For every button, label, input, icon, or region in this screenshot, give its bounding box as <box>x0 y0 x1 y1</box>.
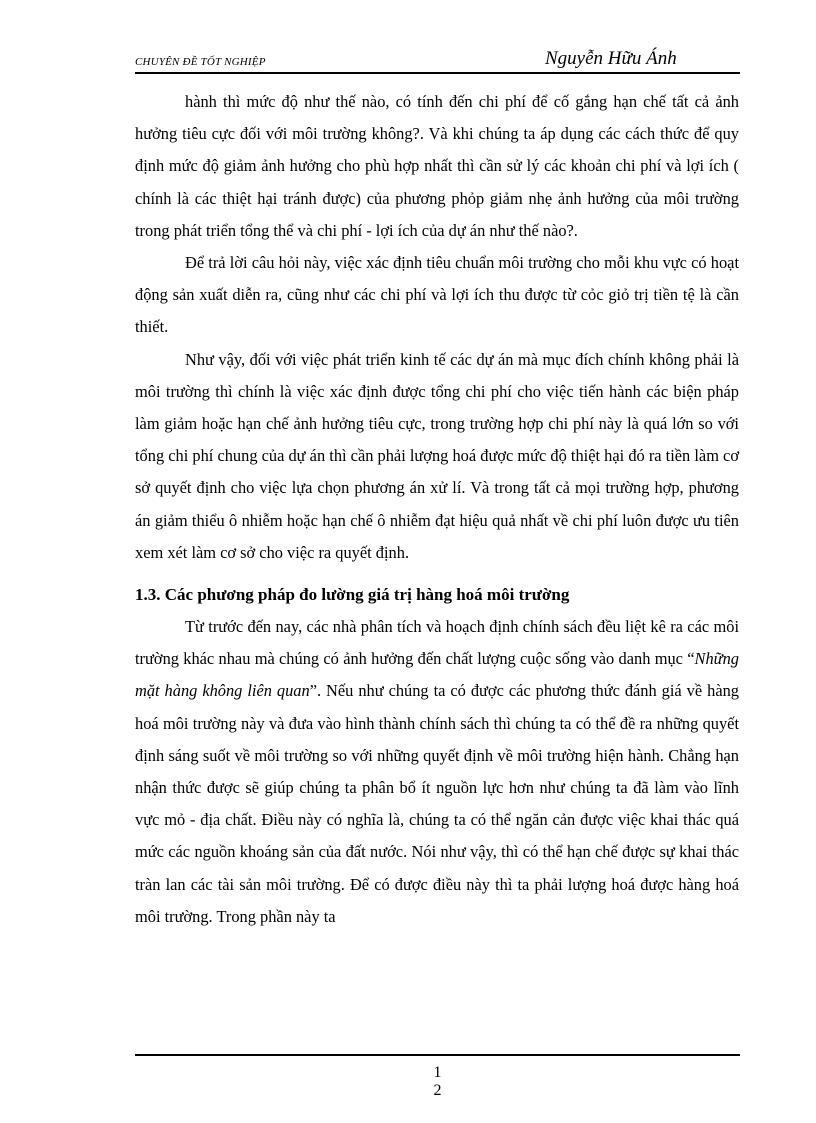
paragraph-1: hành thì mức độ như thế nào, có tính đến chi phí để cố gắng hạn chế tất cả ảnh hưởng tiêu cực đối với môi trường không?. Và khi chúng ta áp dụng các cách thức để quy định mức độ giảm ảnh hưởng cho phù hợp nhất thì cần sử lý các khoản chi phí và lợi ích ( chính là các thiệt hại tránh được) của phương phỏp giảm nhẹ ảnh hưởng của môi trường trong phát triển tổng thể và chi phí - lợi ích của dự án như thế nào?. <box>135 92 739 240</box>
header-author: Nguyễn Hữu Ánh <box>545 48 677 69</box>
page-header <box>135 46 740 74</box>
section-heading: 1.3. Các phương pháp đo lường giá trị hàng hoá môi trường <box>135 585 570 605</box>
paragraph-4-italic: Những mặt hàng không liên quan <box>135 649 739 701</box>
page-number-line-2: 2 <box>433 1082 442 1099</box>
paragraph-4 <box>135 611 739 933</box>
page-number-line-1: 1 <box>433 1064 442 1081</box>
header-title: CHUYÊN ĐỀ TỐT NGHIỆP <box>135 56 266 68</box>
page-footer <box>135 1054 740 1099</box>
paragraph-4-text-b: ”. Nếu như chúng ta có được các phương thức đánh giá về hàng hoá môi trường này và đưa vào hình thành chính sách thì chúng ta có thể đề ra những quyết định sáng suốt về môi trường so với những quyết định về môi trường hiện hành. Chẳng hạn nhận thức được sẽ giúp chúng ta phân bổ ít nguồn lực hơn như chúng ta đã làm vào lĩnh vực mỏ - địa chất. Điều này có nghĩa là, chúng ta có thể ngăn cản được việc khai thác quá mức các nguồn khoáng sản của đất nước. Nói như vậy, thì có thể hạn chế được sự khai thác tràn lan các tài sản môi trường. Để có được điều này thì ta phải lượng hoá được hàng hoá môi trường. Trong phần này ta <box>135 681 739 926</box>
paragraph-4-text-a: Từ trước đến nay, các nhà phân tích và hoạch định chính sách đều liệt kê ra các môi trường khác nhau mà chúng có ảnh hưởng đến chất lượng cuộc sống vào danh mục “ <box>135 617 739 669</box>
paragraph-2: Để trả lời câu hỏi này, việc xác định tiêu chuẩn môi trường cho mỗi khu vực có hoạt động sản xuất diễn ra, cũng như các chi phí và lợi ích thu được từ cỏc giỏ trị tiền tệ là cần thiết. <box>135 253 739 337</box>
paragraph-3: Như vậy, đối với việc phát triển kinh tế các dự án mà mục đích chính không phải là môi trường thì chính là việc xác định được tổng chi phí cho việc tiến hành các biện pháp làm giảm hoặc hạn chế ảnh hưởng tiêu cực, trong trường hợp chi phí này là quá lớn so với tổng chi phí chung của dự án thì cần phải lượng hoá được mức độ thiệt hại đó ra tiền làm cơ sở quyết định cho việc lựa chọn phương án xử lí. Và trong tất cả mọi trường hợp, phương án giảm thiểu ô nhiễm hoặc hạn chế ô nhiễm đạt hiệu quả nhất về chi phí luôn được ưu tiên xem xét làm cơ sở cho việc ra quyết định. <box>135 349 739 562</box>
document-body <box>135 86 739 933</box>
